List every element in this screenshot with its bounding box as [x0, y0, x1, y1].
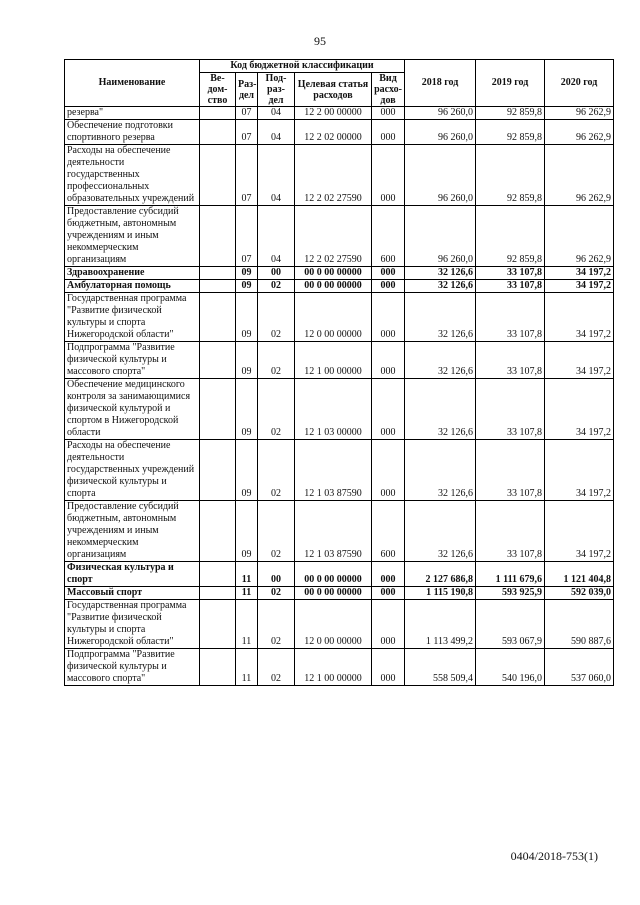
cell-target: 12 2 02 27590 — [295, 206, 372, 267]
cell-podrazdel: 02 — [258, 293, 295, 342]
cell-2018: 32 126,6 — [405, 342, 476, 379]
cell-razdel: 09 — [236, 379, 258, 440]
cell-name: Здравоохранение — [65, 267, 200, 280]
cell-2018: 558 509,4 — [405, 649, 476, 686]
cell-vid: 600 — [372, 501, 405, 562]
cell-vid: 000 — [372, 293, 405, 342]
cell-podrazdel: 02 — [258, 587, 295, 600]
cell-razdel: 09 — [236, 280, 258, 293]
cell-2018: 1 115 190,8 — [405, 587, 476, 600]
header-target: Целевая статья расходов — [295, 73, 372, 107]
cell-name: Расходы на обеспечение деятельности государственных профессиональных образовательных учреждений — [65, 145, 200, 206]
table-row — [65, 587, 614, 600]
cell-razdel: 07 — [236, 145, 258, 206]
cell-2018: 32 126,6 — [405, 293, 476, 342]
cell-vid: 000 — [372, 107, 405, 120]
cell-2020: 592 039,0 — [545, 587, 614, 600]
cell-2019: 1 111 679,6 — [476, 562, 545, 587]
cell-vedomstvo — [200, 562, 236, 587]
cell-podrazdel: 02 — [258, 600, 295, 649]
table-row — [65, 379, 614, 440]
header-name: Наименование — [65, 60, 200, 107]
cell-razdel: 09 — [236, 293, 258, 342]
cell-podrazdel: 02 — [258, 501, 295, 562]
cell-podrazdel: 00 — [258, 562, 295, 587]
cell-target: 12 2 00 00000 — [295, 107, 372, 120]
cell-2018: 2 127 686,8 — [405, 562, 476, 587]
cell-2018: 1 113 499,2 — [405, 600, 476, 649]
document-code: 0404/2018-753(1) — [510, 849, 598, 863]
page-number: 95 — [314, 34, 326, 48]
table-body — [65, 107, 614, 686]
cell-name: Амбулаторная помощь — [65, 280, 200, 293]
header-vedomstvo: Ве-дом-ство — [200, 73, 236, 107]
cell-2020: 34 197,2 — [545, 501, 614, 562]
cell-2020: 34 197,2 — [545, 440, 614, 501]
cell-2018: 32 126,6 — [405, 501, 476, 562]
cell-podrazdel: 02 — [258, 280, 295, 293]
cell-name: Массовый спорт — [65, 587, 200, 600]
cell-2020: 34 197,2 — [545, 267, 614, 280]
cell-2020: 96 262,9 — [545, 145, 614, 206]
table-row — [65, 562, 614, 587]
cell-2020: 96 262,9 — [545, 107, 614, 120]
cell-target: 12 1 00 00000 — [295, 342, 372, 379]
table-row — [65, 649, 614, 686]
cell-vedomstvo — [200, 587, 236, 600]
table-row — [65, 120, 614, 145]
table-row — [65, 267, 614, 280]
cell-target: 12 0 00 00000 — [295, 293, 372, 342]
cell-vid: 600 — [372, 206, 405, 267]
cell-name: Подпрограмма "Развитие физической культуры и массового спорта" — [65, 649, 200, 686]
header-podrazdel: Под-раз-дел — [258, 73, 295, 107]
cell-2018: 32 126,6 — [405, 267, 476, 280]
cell-vedomstvo — [200, 293, 236, 342]
cell-target: 12 1 03 87590 — [295, 440, 372, 501]
cell-2019: 33 107,8 — [476, 379, 545, 440]
cell-vid: 000 — [372, 280, 405, 293]
cell-vedomstvo — [200, 649, 236, 686]
cell-razdel: 09 — [236, 440, 258, 501]
cell-name: Государственная программа "Развитие физической культуры и спорта Нижегородской области" — [65, 293, 200, 342]
cell-target: 00 0 00 00000 — [295, 562, 372, 587]
table-row — [65, 280, 614, 293]
cell-podrazdel: 02 — [258, 379, 295, 440]
cell-vedomstvo — [200, 145, 236, 206]
cell-vedomstvo — [200, 600, 236, 649]
cell-2020: 34 197,2 — [545, 342, 614, 379]
cell-target: 12 2 02 00000 — [295, 120, 372, 145]
cell-target: 00 0 00 00000 — [295, 267, 372, 280]
cell-2019: 92 859,8 — [476, 107, 545, 120]
header-razdel: Раз-дел — [236, 73, 258, 107]
cell-2018: 96 260,0 — [405, 145, 476, 206]
cell-2019: 92 859,8 — [476, 145, 545, 206]
cell-2019: 540 196,0 — [476, 649, 545, 686]
cell-2019: 33 107,8 — [476, 280, 545, 293]
cell-name: Обеспечение подготовки спортивного резерва — [65, 120, 200, 145]
cell-podrazdel: 02 — [258, 342, 295, 379]
cell-razdel: 07 — [236, 107, 258, 120]
cell-name: Физическая культура и спорт — [65, 562, 200, 587]
cell-razdel: 09 — [236, 267, 258, 280]
cell-vedomstvo — [200, 379, 236, 440]
cell-razdel: 09 — [236, 501, 258, 562]
cell-2020: 590 887,6 — [545, 600, 614, 649]
budget-table — [64, 59, 614, 686]
header-2020: 2020 год — [545, 60, 614, 107]
table-row — [65, 600, 614, 649]
cell-target: 12 2 02 27590 — [295, 145, 372, 206]
cell-vid: 000 — [372, 145, 405, 206]
cell-podrazdel: 00 — [258, 267, 295, 280]
cell-2018: 96 260,0 — [405, 107, 476, 120]
table-row — [65, 440, 614, 501]
cell-vedomstvo — [200, 267, 236, 280]
table-row — [65, 342, 614, 379]
cell-vedomstvo — [200, 280, 236, 293]
cell-name: резерва" — [65, 107, 200, 120]
cell-2020: 34 197,2 — [545, 280, 614, 293]
cell-razdel: 11 — [236, 562, 258, 587]
cell-2019: 33 107,8 — [476, 440, 545, 501]
cell-vid: 000 — [372, 587, 405, 600]
cell-name: Расходы на обеспечение деятельности государственных учреждений физической культуры и спорта — [65, 440, 200, 501]
cell-2019: 33 107,8 — [476, 342, 545, 379]
cell-razdel: 07 — [236, 206, 258, 267]
cell-razdel: 11 — [236, 587, 258, 600]
cell-2020: 537 060,0 — [545, 649, 614, 686]
cell-target: 00 0 00 00000 — [295, 280, 372, 293]
header-kbk: Код бюджетной классификации — [200, 60, 405, 73]
cell-target: 12 1 00 00000 — [295, 649, 372, 686]
cell-vid: 000 — [372, 267, 405, 280]
cell-target: 12 0 00 00000 — [295, 600, 372, 649]
table-row — [65, 293, 614, 342]
header-2018: 2018 год — [405, 60, 476, 107]
cell-vedomstvo — [200, 440, 236, 501]
cell-vid: 000 — [372, 342, 405, 379]
cell-target: 00 0 00 00000 — [295, 587, 372, 600]
cell-vid: 000 — [372, 440, 405, 501]
cell-2020: 1 121 404,8 — [545, 562, 614, 587]
cell-vid: 000 — [372, 562, 405, 587]
cell-2019: 593 925,9 — [476, 587, 545, 600]
header-2019: 2019 год — [476, 60, 545, 107]
table-row — [65, 107, 614, 120]
cell-2018: 96 260,0 — [405, 206, 476, 267]
cell-2019: 33 107,8 — [476, 267, 545, 280]
cell-vedomstvo — [200, 206, 236, 267]
cell-name: Подпрограмма "Развитие физической культуры и массового спорта" — [65, 342, 200, 379]
cell-2018: 32 126,6 — [405, 280, 476, 293]
cell-name: Предоставление субсидий бюджетным, автономным учреждениям и иным некоммерческим организациям — [65, 501, 200, 562]
cell-2019: 33 107,8 — [476, 293, 545, 342]
cell-podrazdel: 04 — [258, 120, 295, 145]
cell-2019: 92 859,8 — [476, 120, 545, 145]
cell-name: Государственная программа "Развитие физической культуры и спорта Нижегородской области" — [65, 600, 200, 649]
header-vid: Вид расхо-дов — [372, 73, 405, 107]
cell-podrazdel: 02 — [258, 649, 295, 686]
cell-podrazdel: 02 — [258, 440, 295, 501]
cell-2018: 96 260,0 — [405, 120, 476, 145]
table-row — [65, 501, 614, 562]
cell-razdel: 09 — [236, 342, 258, 379]
cell-2020: 34 197,2 — [545, 379, 614, 440]
cell-vid: 000 — [372, 379, 405, 440]
cell-podrazdel: 04 — [258, 107, 295, 120]
cell-razdel: 11 — [236, 600, 258, 649]
table-row — [65, 206, 614, 267]
cell-vedomstvo — [200, 120, 236, 145]
table-row — [65, 145, 614, 206]
cell-razdel: 07 — [236, 120, 258, 145]
cell-name: Предоставление субсидий бюджетным, автономным учреждениям и иным некоммерческим организациям — [65, 206, 200, 267]
cell-2020: 34 197,2 — [545, 293, 614, 342]
cell-vid: 000 — [372, 600, 405, 649]
cell-name: Обеспечение медицинского контроля за занимающимися физической культурой и спортом в Нижегородской области — [65, 379, 200, 440]
cell-target: 12 1 03 87590 — [295, 501, 372, 562]
cell-2018: 32 126,6 — [405, 379, 476, 440]
cell-razdel: 11 — [236, 649, 258, 686]
cell-2019: 593 067,9 — [476, 600, 545, 649]
cell-2019: 33 107,8 — [476, 501, 545, 562]
cell-2020: 96 262,9 — [545, 120, 614, 145]
cell-vid: 000 — [372, 649, 405, 686]
cell-2020: 96 262,9 — [545, 206, 614, 267]
cell-vid: 000 — [372, 120, 405, 145]
cell-vedomstvo — [200, 501, 236, 562]
cell-target: 12 1 03 00000 — [295, 379, 372, 440]
cell-2018: 32 126,6 — [405, 440, 476, 501]
cell-podrazdel: 04 — [258, 206, 295, 267]
cell-2019: 92 859,8 — [476, 206, 545, 267]
cell-podrazdel: 04 — [258, 145, 295, 206]
cell-vedomstvo — [200, 107, 236, 120]
cell-vedomstvo — [200, 342, 236, 379]
